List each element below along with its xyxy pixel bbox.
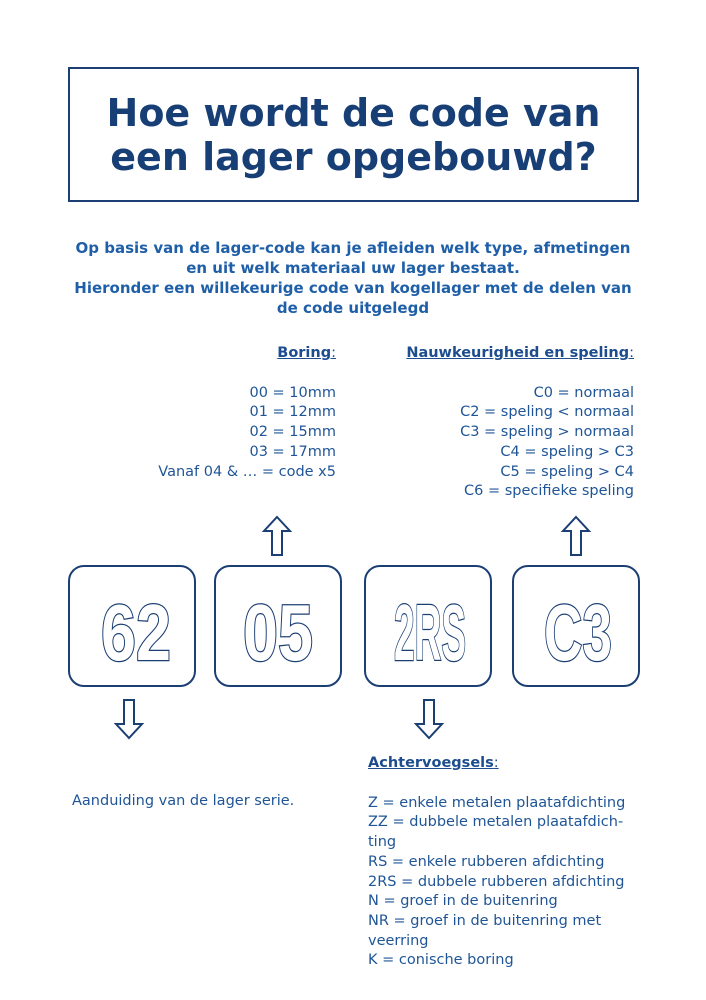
code-box-boring xyxy=(214,565,342,687)
code-box-speling xyxy=(512,565,640,687)
serie-section xyxy=(72,792,372,812)
achtervoegsel-item: NR = groef in de buitenring met veerring xyxy=(368,912,602,949)
achtervoegsel-item: 2RS = dubbele rubberen afdichting xyxy=(368,873,625,890)
code-box-achtervoegsel xyxy=(364,565,492,687)
code-text-serie: 62 xyxy=(101,588,171,677)
arrow-up-icon xyxy=(561,515,591,557)
speling-item: C2 = speling < normaal xyxy=(460,404,634,421)
title-line-1: Hoe wordt de code van xyxy=(106,90,601,135)
boring-section xyxy=(96,344,336,482)
boring-item: 00 = 10mm xyxy=(249,384,336,401)
achtervoegsels-section xyxy=(368,754,638,971)
speling-item: C3 = speling > normaal xyxy=(460,424,634,441)
speling-item: C4 = speling > C3 xyxy=(500,443,634,460)
intro-line-4: de code uitgelegd xyxy=(276,299,430,317)
intro-line-3: Hieronder een willekeurige code van kogellager met de delen van xyxy=(74,279,632,297)
code-text-boring: 05 xyxy=(243,588,313,677)
intro-line-1: Op basis van de lager-code kan je afleiden welk type, afmetingen xyxy=(75,239,631,257)
boring-item: 03 = 17mm xyxy=(249,443,336,460)
nauwkeurigheid-section xyxy=(374,344,634,502)
achtervoegsel-item: K = conische boring xyxy=(368,952,514,969)
boring-item: 01 = 12mm xyxy=(249,404,336,421)
achtervoegsel-item: Z = enkele metalen plaatafdichting xyxy=(368,794,626,811)
arrow-down-icon xyxy=(114,698,144,740)
boring-heading: Boring: xyxy=(277,345,336,361)
page-title xyxy=(107,91,601,179)
achtervoegsel-item: RS = enkele rubberen afdichting xyxy=(368,853,605,870)
arrow-down-icon xyxy=(414,698,444,740)
boring-item: 02 = 15mm xyxy=(249,424,336,441)
nauwkeurigheid-heading: Nauwkeurigheid en speling: xyxy=(406,345,634,361)
achtervoegsel-item: ZZ = dubbele metalen plaatafdich-ting xyxy=(368,814,624,851)
speling-item: C6 = specifieke speling xyxy=(464,483,634,500)
code-box-serie xyxy=(68,565,196,687)
arrow-up-icon xyxy=(262,515,292,557)
boring-item: Vanaf 04 & … = code x5 xyxy=(158,463,336,480)
achtervoegsels-heading: Achtervoegsels: xyxy=(368,755,499,771)
achtervoegsel-item: N = groef in de buitenring xyxy=(368,893,558,910)
title-box xyxy=(68,67,639,202)
speling-item: C0 = normaal xyxy=(533,384,634,401)
intro-text xyxy=(60,238,646,318)
title-line-2: een lager opgebouwd? xyxy=(110,134,597,179)
intro-line-2: en uit welk materiaal uw lager bestaat. xyxy=(186,259,520,277)
code-text-speling: C3 xyxy=(544,588,612,677)
speling-item: C5 = speling > C4 xyxy=(500,463,634,480)
serie-text: Aanduiding van de lager serie. xyxy=(72,793,295,809)
code-text-achtervoegsel: 2RS xyxy=(394,588,466,677)
